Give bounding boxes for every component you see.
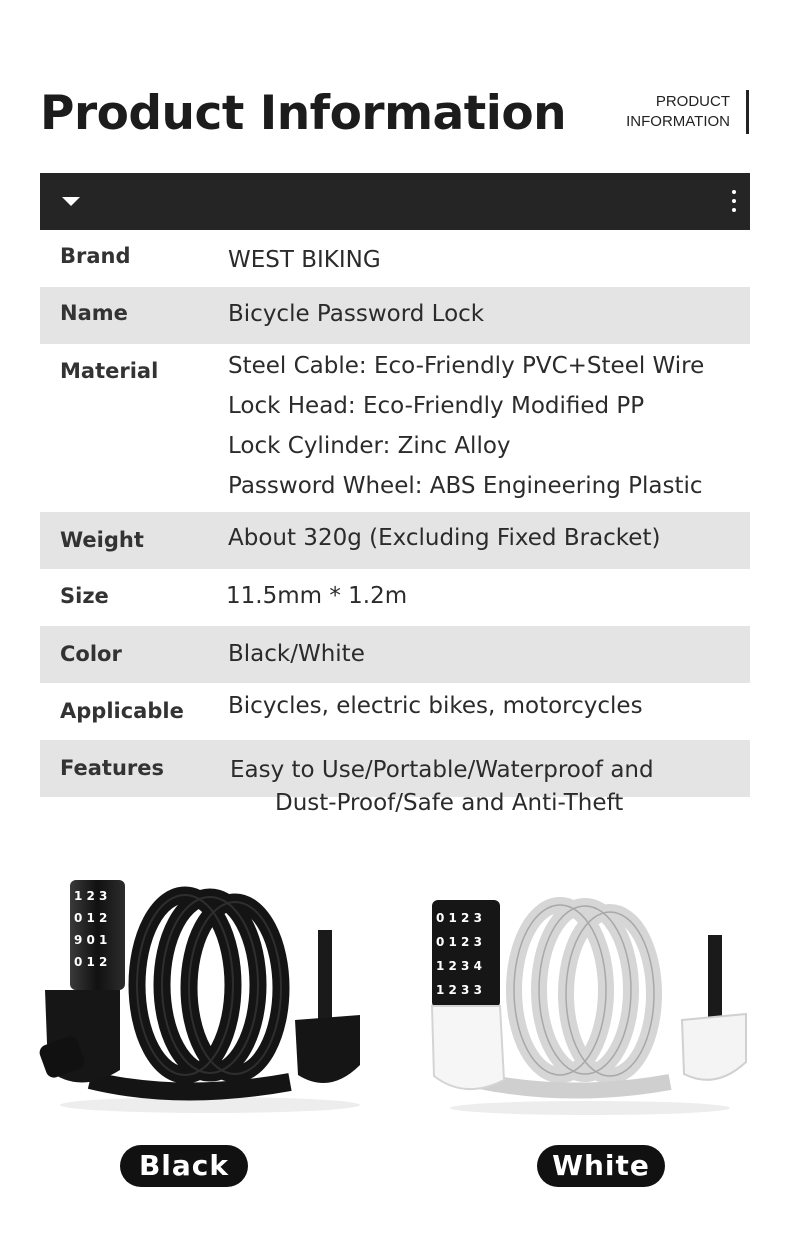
spec-row-applicable (40, 683, 750, 740)
caret-down-icon[interactable] (62, 197, 80, 206)
spec-row-name (40, 287, 750, 344)
svg-text:9 0 1: 9 0 1 (74, 933, 108, 947)
table-header-bar (40, 173, 750, 230)
white-lock-image (420, 890, 760, 1120)
spec-label: Color (60, 642, 122, 666)
spec-value: WEST BIKING (228, 247, 381, 273)
spec-value-list (228, 346, 704, 506)
variant-label-black: Black (120, 1145, 248, 1187)
spec-row-size (40, 569, 750, 626)
spec-value-line: Lock Head: Eco-Friendly Modified PP (228, 393, 645, 419)
svg-text:0 1 2 3: 0 1 2 3 (436, 911, 482, 925)
subtitle-divider (746, 90, 749, 134)
svg-text:0 1 2: 0 1 2 (74, 911, 108, 925)
variant-label-white: White (537, 1145, 665, 1187)
spec-value: Black/White (228, 641, 365, 667)
svg-text:0 1 2: 0 1 2 (74, 955, 108, 969)
spec-value-line: Steel Cable: Eco-Friendly PVC+Steel Wire (228, 353, 705, 379)
spec-value-line: Lock Cylinder: Zinc Alloy (228, 433, 511, 459)
svg-text:1 2 3: 1 2 3 (74, 889, 108, 903)
spec-label: Weight (60, 528, 144, 552)
spec-row-brand (40, 230, 750, 287)
subtitle-line: INFORMATION (626, 113, 730, 130)
spec-label: Brand (60, 244, 131, 268)
spec-label: Name (60, 301, 128, 325)
spec-label: Size (60, 584, 109, 608)
svg-text:0 1 2 3: 0 1 2 3 (436, 935, 482, 949)
spec-value-line: Password Wheel: ABS Engineering Plastic (228, 473, 703, 499)
spec-label: Material (60, 359, 159, 383)
page-title: Product Information (40, 86, 567, 141)
spec-row-color (40, 626, 750, 683)
spec-row-material (40, 344, 750, 512)
spec-value: About 320g (Excluding Fixed Bracket) (228, 525, 661, 551)
spec-value-line: Easy to Use/Portable/Waterproof and (230, 757, 654, 783)
spec-value: Bicycles, electric bikes, motorcycles (228, 693, 643, 719)
section-subtitle (626, 92, 730, 132)
spec-value: 11.5mm * 1.2m (226, 583, 408, 609)
subtitle-line: PRODUCT (655, 93, 730, 110)
more-vertical-icon[interactable] (732, 190, 736, 217)
spec-value-line: Dust-Proof/Safe and Anti-Theft (275, 790, 624, 816)
spec-value: Bicycle Password Lock (228, 301, 485, 327)
svg-text:1 2 3 3: 1 2 3 3 (436, 983, 482, 997)
spec-label: Features (60, 756, 164, 780)
spec-row-weight (40, 512, 750, 569)
spec-row-features (40, 740, 750, 797)
spec-label: Applicable (60, 699, 184, 723)
black-lock-image (30, 870, 370, 1120)
svg-text:1 2 3 4: 1 2 3 4 (436, 959, 482, 973)
